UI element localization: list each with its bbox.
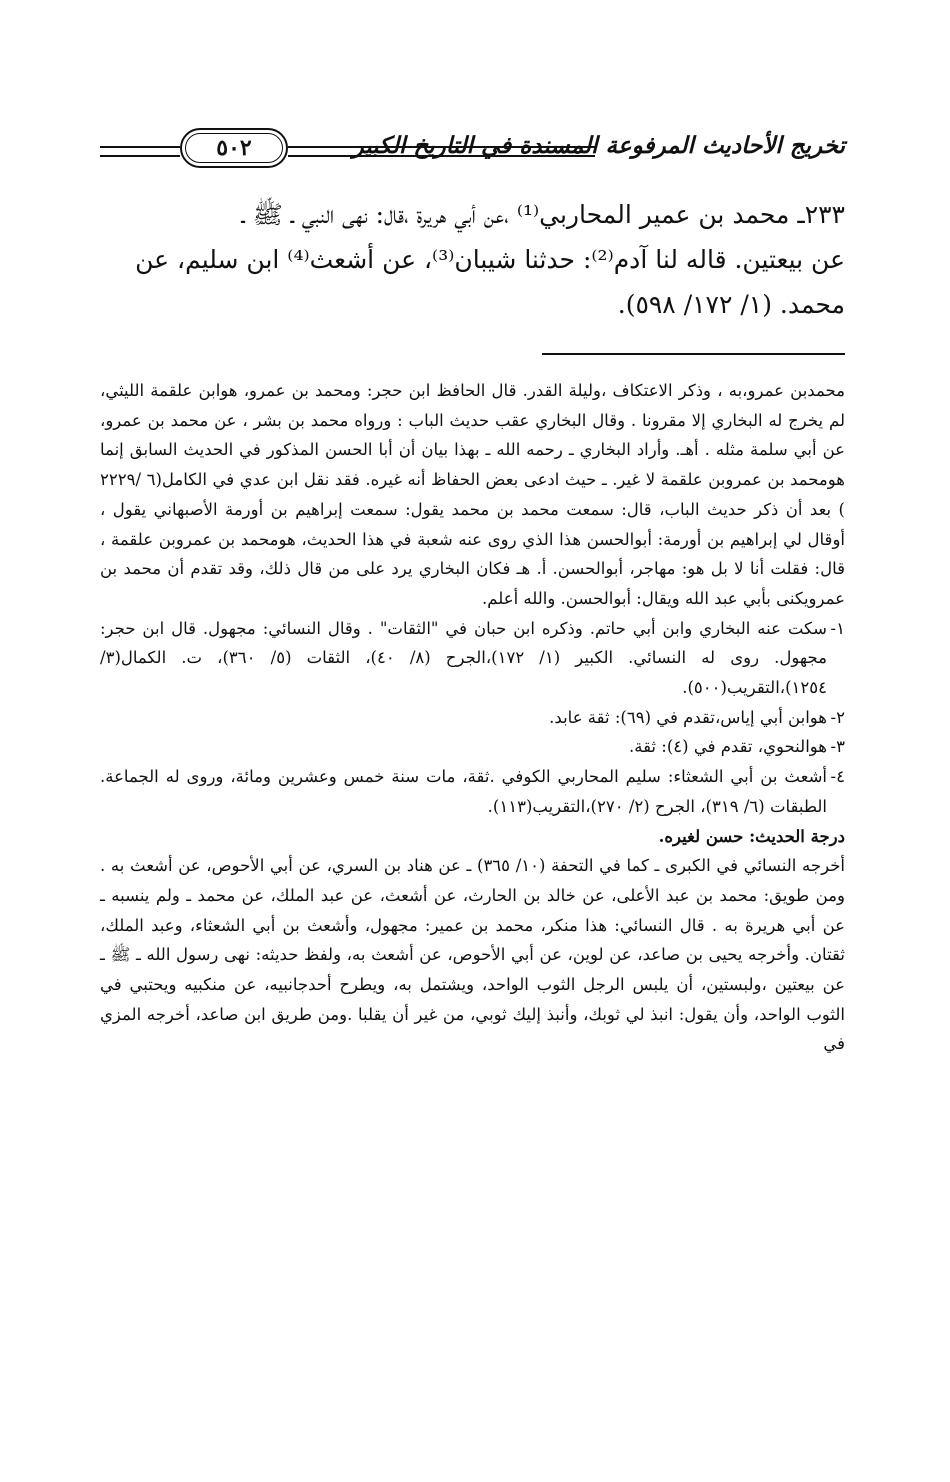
footnote-text: سكت عنه البخاري وابن أبي حاتم. وذكره ابن حبان في "الثقات" . وقال النسائي: مجهول. قال ابن حجر: مجهول. روى له النسائي. الكبير (١/ ١٧٢)،الجرح (٨/ ٤٠)، الثقات (٥/ ٣٦٠)، ت. الكمال(٣/ ١٢٥٤)،التقريب(٥٠٠). <box>100 618 827 698</box>
footnote-number: ٣- <box>830 737 845 757</box>
hadith-line: عن بيعتين. قاله لنا آدم⁽²⁾: حدثنا شيبان⁽³⁾، عن أشعث⁽⁴⁾ ابن سليم، عن <box>135 245 845 274</box>
takhrij-text: أخرجه النسائي في الكبرى ـ كما في التحفة (١٠/ ٣٦٥) ـ عن هناد بن السري، عن أبي الأحوص، عن أشعث به . ومن طويق: محمد بن عبد الأعلى، عن خالد بن الحارث، عن أشعث، عن عبد الملك، عن محمد ـ ولم ينسبه ـ عن أبي هريرة به . قال النسائي: هذا منكر، محمد بن عمير: مجهول، وأشعث بن أبي الشعثاء، وعبد الملك، ثقتان. وأخرجه يحيى بن صاعد، عن لوين، عن أبي الأحوص، عن أشعث به، ولفظ حديثه: نهى رسول الله ـ ﷺ ـ عن بيعتين ،ولبستين، أن يلبس الرجل الثوب الواحد، ويشتمل به، ويطرح أحدجانبيه، عن منكبيه ويحتبي في الثوب الواحد، وأن يقول: انبذ لي ثوبك، وأنبذ إليك ثوبي، من غير أن يقلبا .ومن طريق ابن صاعد، أخرجه المزي في <box>100 856 845 1054</box>
hadith-line: ٢٣٣ـ محمد بن عمير المحاربي⁽¹⁾ ،عن أبي هريرة ،قال: نهى النبي ـ ﷺ ـ <box>241 200 845 229</box>
running-title: تخريج الأحاديث المرفوعة المسندة في التاريخ الكبير <box>352 132 845 159</box>
footnote-number: ١- <box>830 618 845 638</box>
footnote-item <box>100 703 845 733</box>
footnote-item <box>100 762 845 821</box>
running-header <box>100 126 845 174</box>
footnotes <box>100 376 845 1059</box>
hadith-line: محمد. (١/ ١٧٢/ ٥٩٨). <box>617 290 845 319</box>
footnote-item <box>100 614 845 703</box>
header-rule-left <box>100 146 180 157</box>
hadith-grade: درجة الحديث: حسن لغيره. <box>658 826 845 846</box>
footnote-continuation: محمدبن عمرو،به ، وذكر الاعتكاف ،وليلة القدر. قال الحافظ ابن حجر: ومحمد بن عمرو، هوابن علقمة الليثي، لم يخرج له البخاري إلا مقرونا . وقال البخاري عقب حديث الباب : ورواه محمد بن بشر ، عن محمد بن عمرو، عن أبي سلمة مثله . أهـ. وأراد البخاري ـ رحمه الله ـ بهذا بيان أن أبا الحسن المذكور في الحديث السابق إنما هومحمد بن عمروبن علقمة لا غير. ـ حيث ادعى بعض الحفاظ أنه غيره. فقد نقل ابن عدي في الكامل(٦ /٢٢٢٩ ) بعد أن ذكر حديث الباب، قال: سمعت محمد بن محمد يقول: سمعت إبراهيم بن أورمة الأصبهاني يقول ، أوقال لي إبراهيم بن أورمة: أبوالحسن هذا الذي روى عنه شعبة في هذا الحديث، هومحمد بن عمروبن علقمة ، قال: فقلت أنا لا بل هو: مهاجر، أبوالحسن. أ. هـ فكان البخاري يرد على من قال ذلك، وقد تقدم أن محمد بن عمرويكنى بأبي عبد الله ويقال: أبوالحسن. والله أعلم. <box>100 381 845 608</box>
hadith-text <box>100 192 845 327</box>
footnote-text: أشعث بن أبي الشعثاء: سليم المحاربي الكوفي .ثقة، مات سنة خمس وعشرين ومائة، وروى له الجماعة. الطبقات (٦/ ٣١٩)، الجرح (٢/ ٢٧٠)،التقريب(١١٣). <box>100 767 827 816</box>
footnote-item <box>100 732 845 762</box>
footnote-divider <box>542 353 845 355</box>
page-number: ٥٠٢ <box>180 128 288 168</box>
footnote-number: ٤- <box>830 767 845 787</box>
footnote-text: هوابن أبي إياس،تقدم في (٦٩): ثقة عابد. <box>549 707 827 727</box>
footnote-number: ٢- <box>830 707 845 727</box>
header-rule <box>288 146 595 157</box>
footnote-text: هوالنحوي، تقدم في (٤): ثقة. <box>628 737 827 757</box>
